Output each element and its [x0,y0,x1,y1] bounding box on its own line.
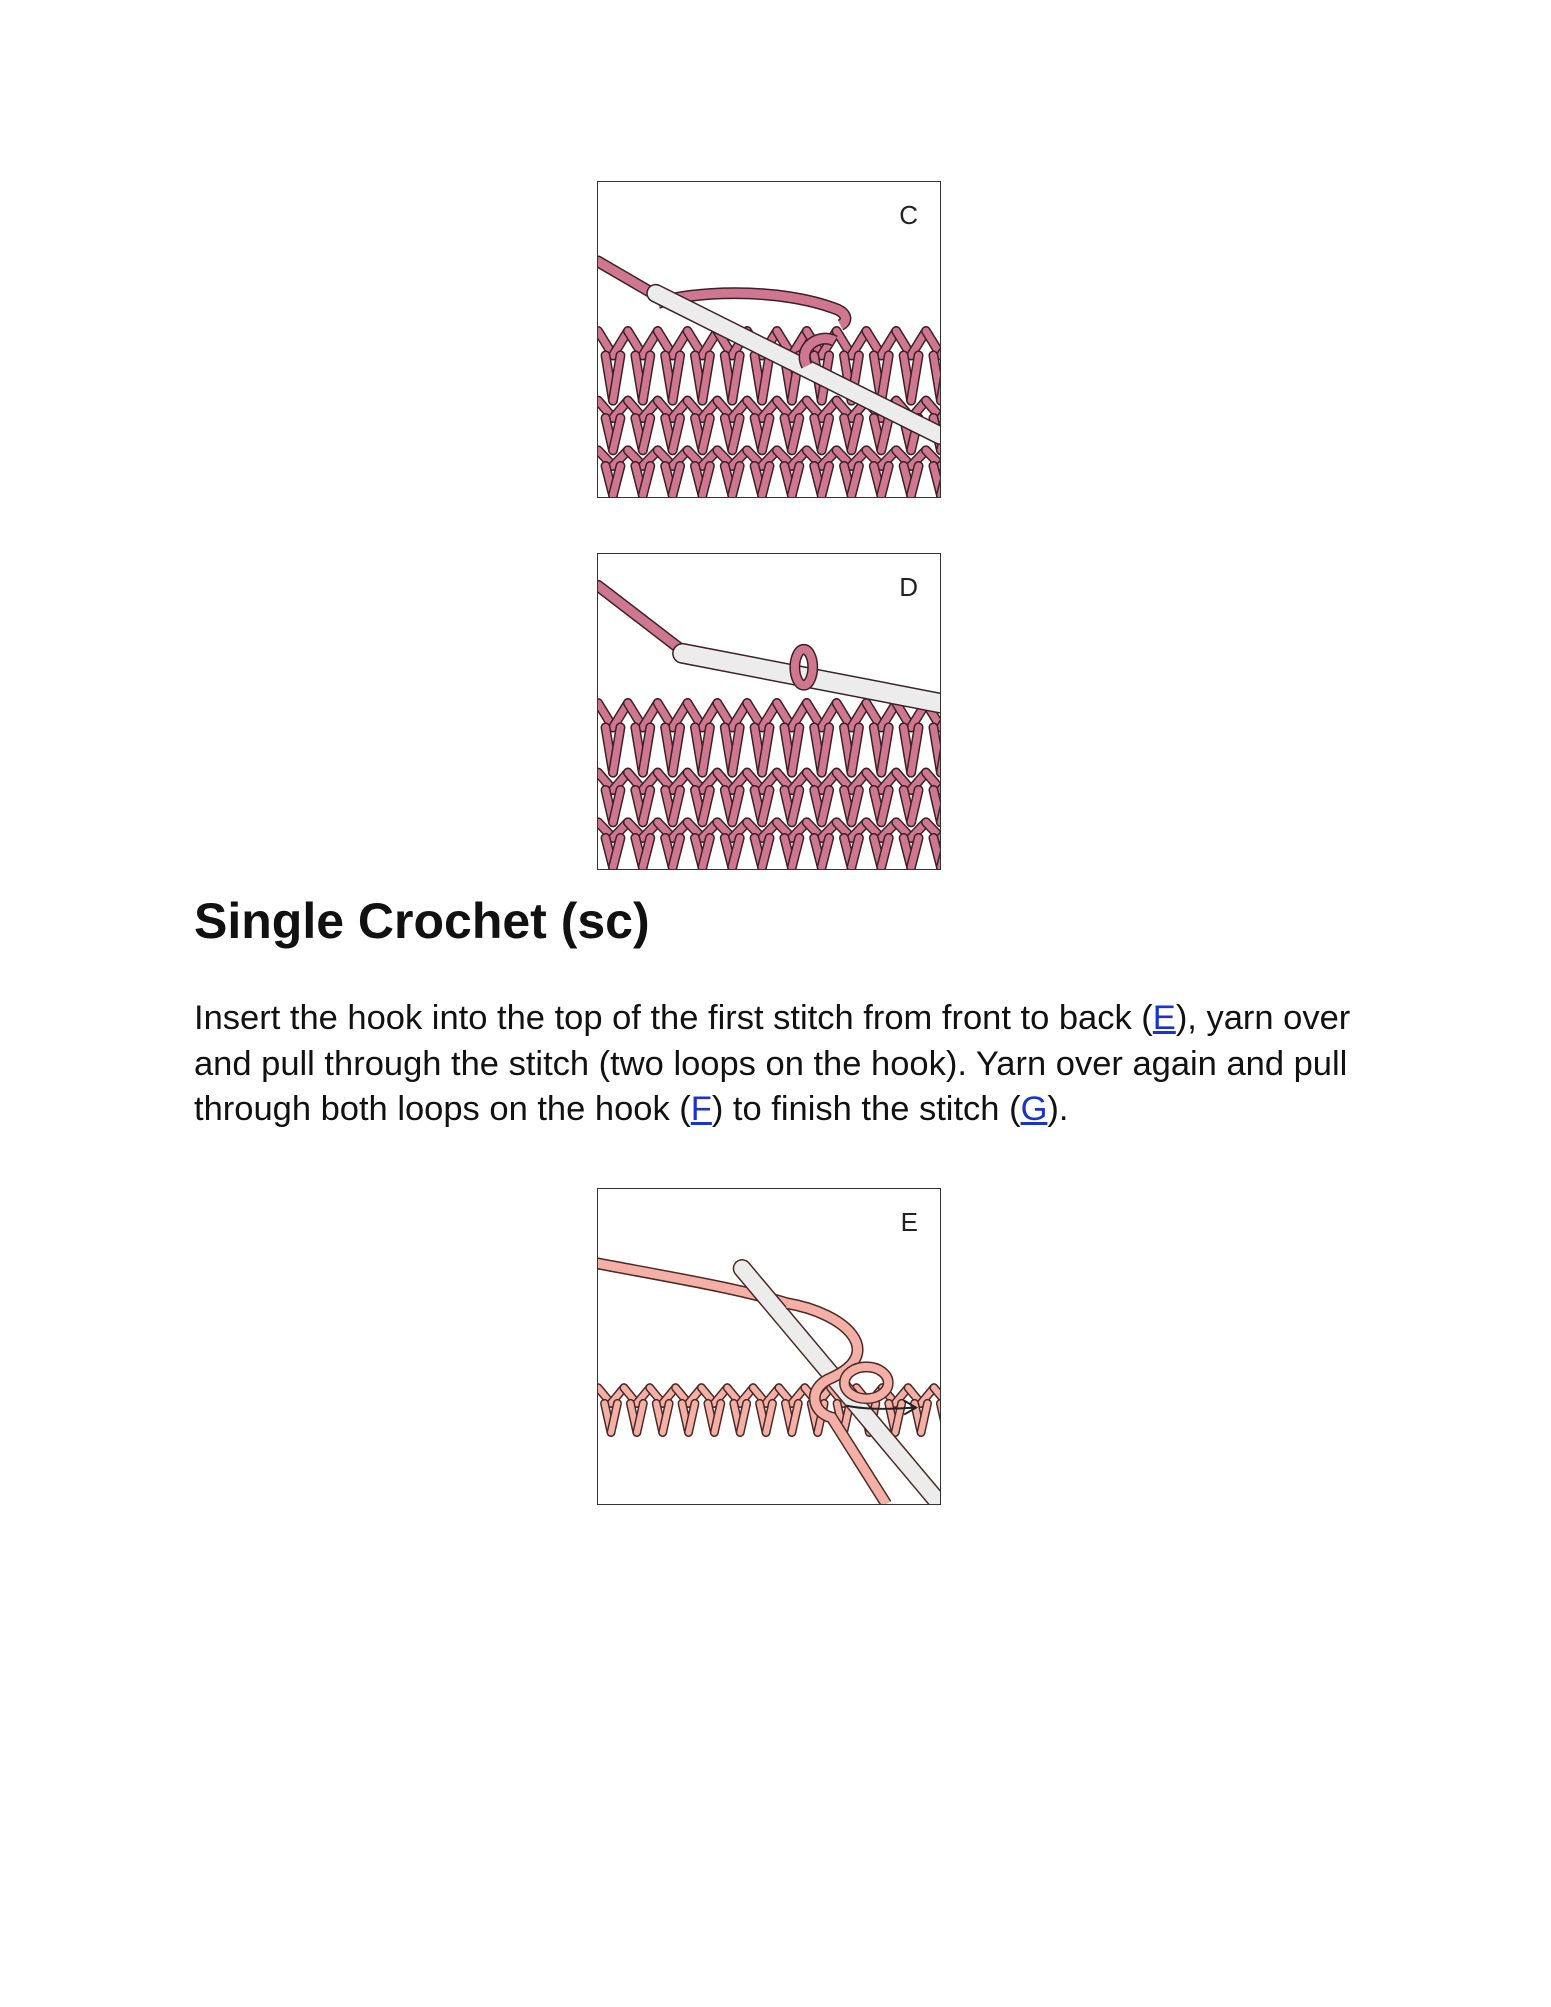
figure-e-link[interactable]: E [1152,999,1176,1037]
crochet-illustration-d [598,554,940,869]
crochet-hook [598,586,940,703]
figure-f-link[interactable]: F [690,1090,712,1128]
figure-label: D [899,572,918,602]
figure-label: C [899,200,918,230]
figure-c [597,181,941,498]
figure-label: E [900,1207,918,1237]
fabric-rows [598,703,940,867]
figure-g-link[interactable]: G [1020,1090,1048,1128]
crochet-illustration-c [598,182,940,497]
instruction-text: ), yarn over and pull through the stitch (two loops on the hook). Yarn over again and pull through both loops on the hook ( [194,999,1351,1128]
instruction-paragraph [194,996,1354,1133]
instruction-text: ) to finish the stitch ( [711,1090,1021,1128]
figure-d [597,553,941,870]
instruction-text: Insert the hook into the top of the first stitch from front to back ( [194,999,1153,1037]
section-title: Single Crochet (sc) [194,893,650,949]
crochet-illustration-e [598,1189,940,1504]
instruction-text: ). [1047,1090,1069,1128]
figure-e [597,1188,941,1505]
